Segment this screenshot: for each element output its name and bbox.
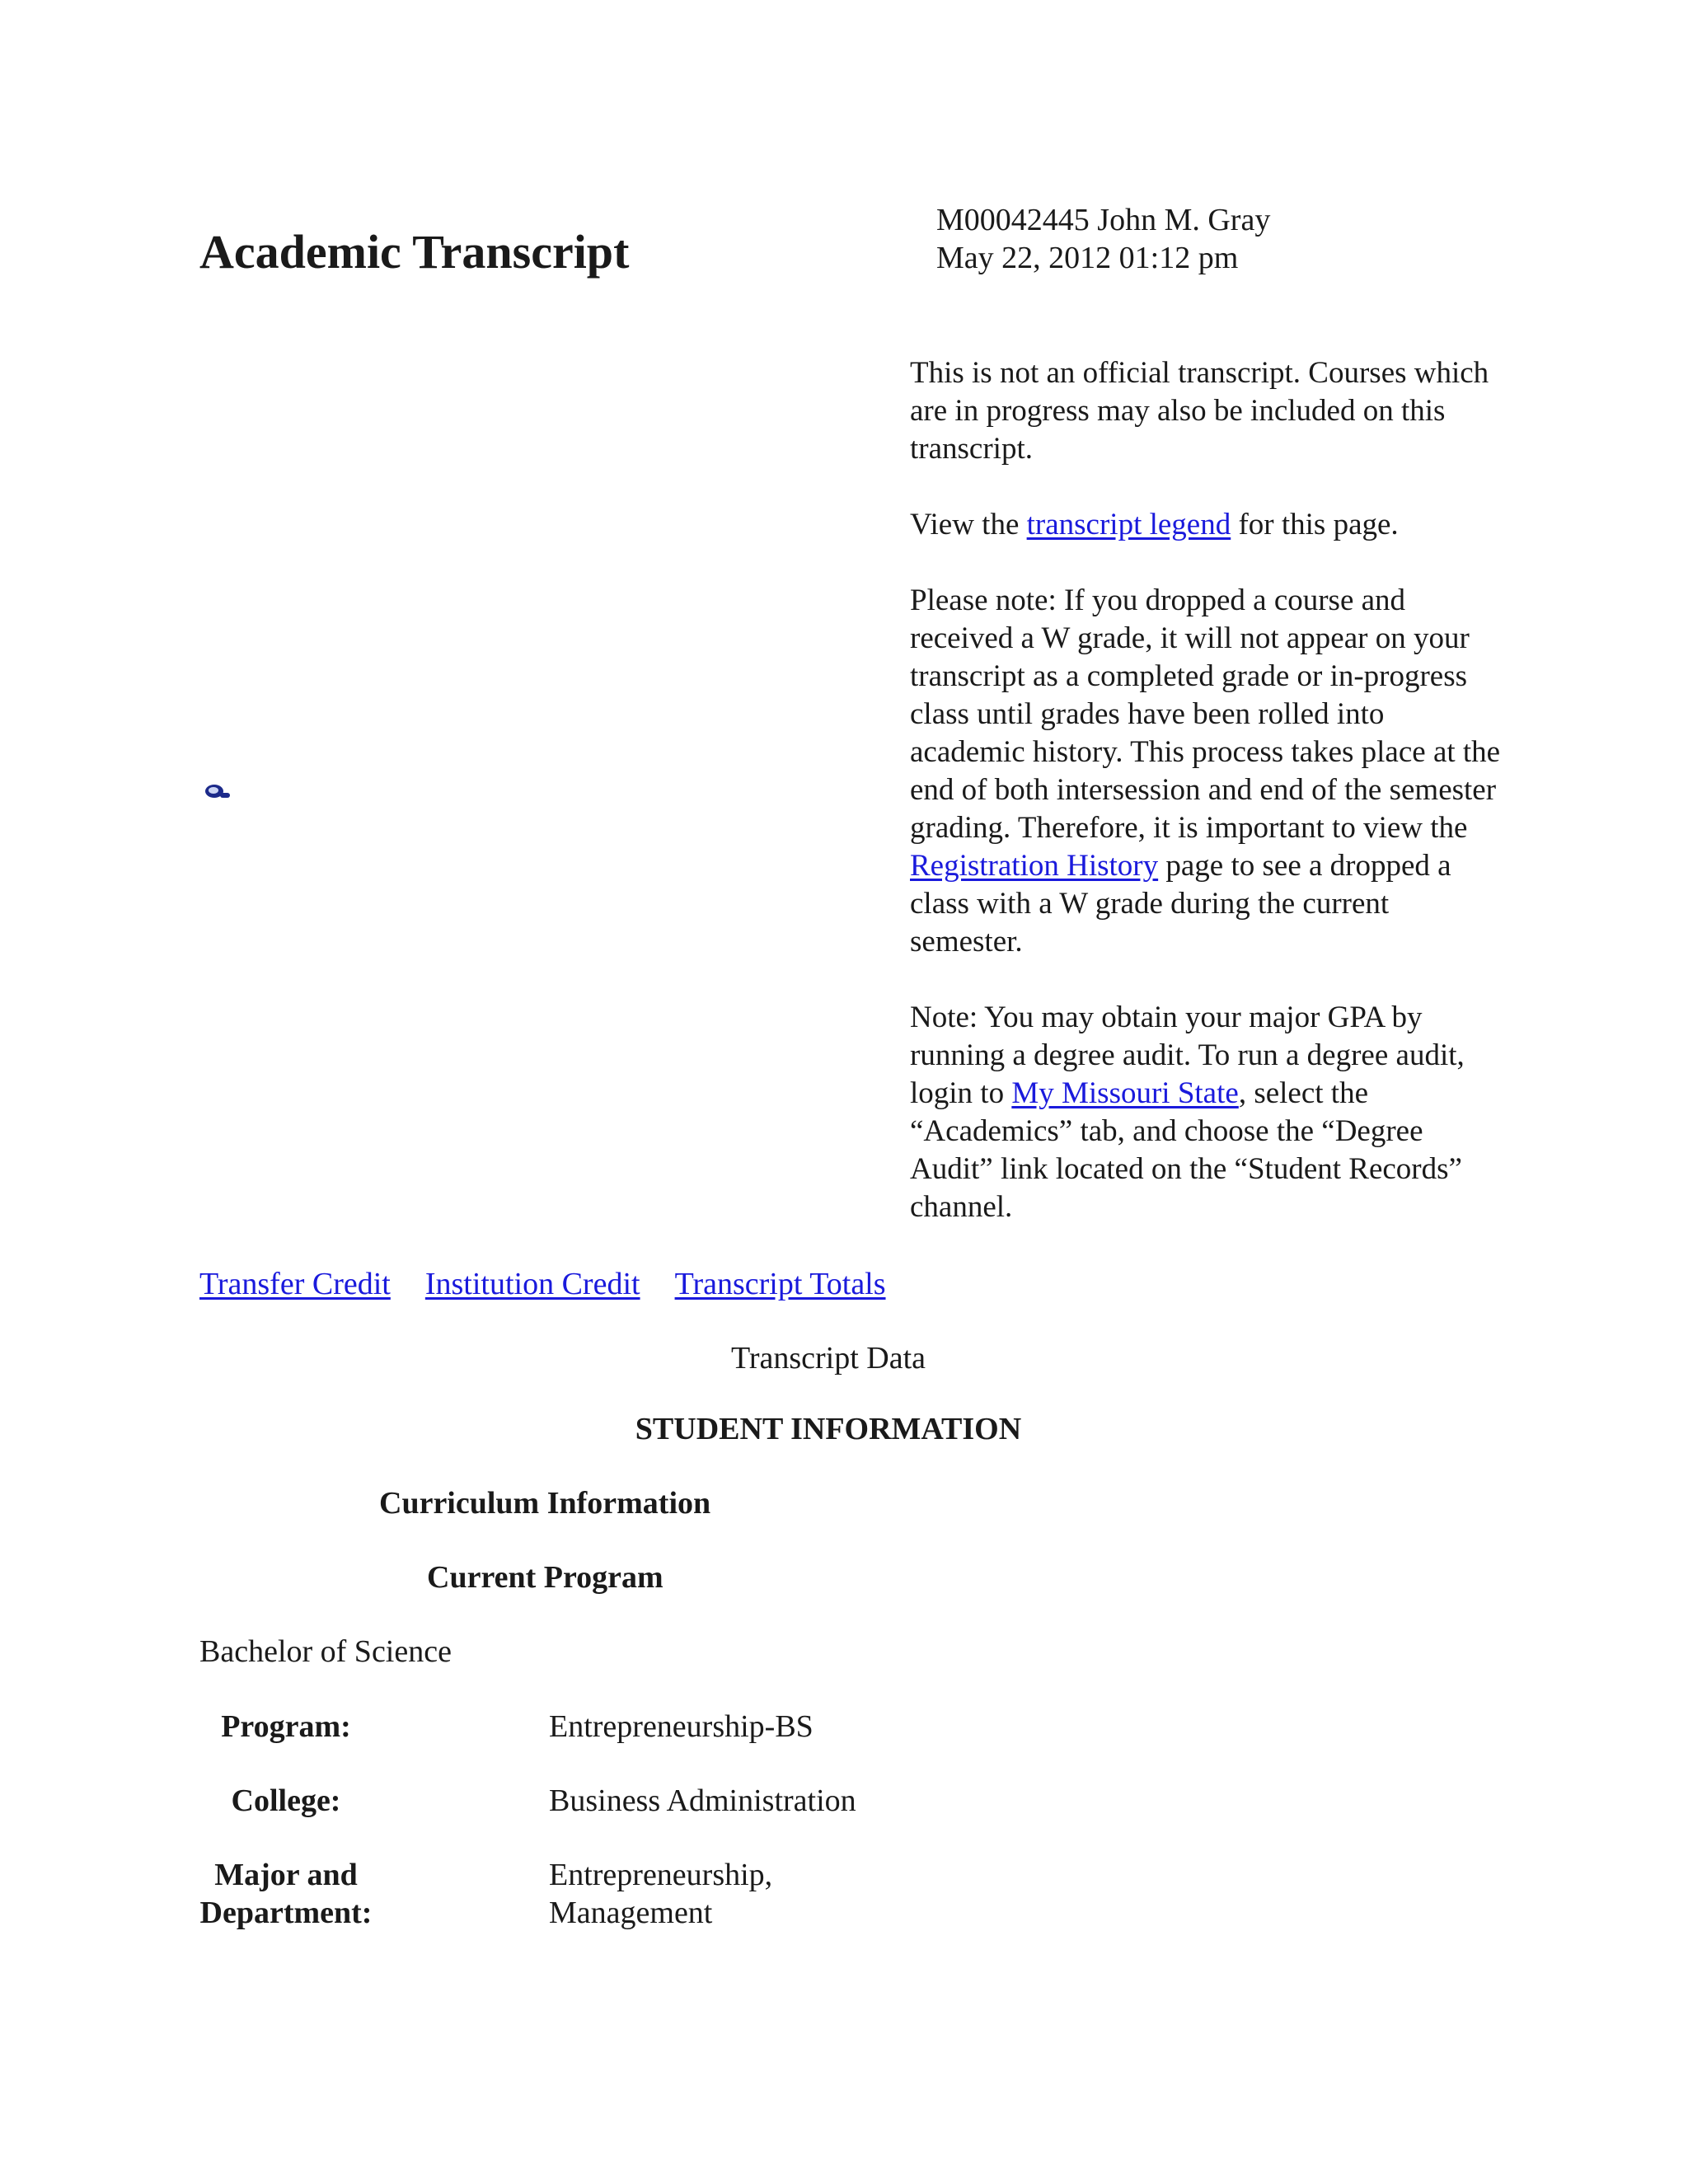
student-id-name: M00042445 John M. Gray [936, 203, 1271, 237]
institution-credit-link[interactable]: Institution Credit [424, 1267, 640, 1301]
transcript-data-heading: Transcript Data [730, 1341, 926, 1376]
program-label: Program: [221, 1709, 351, 1744]
official-notice: This is not an official transcript. Courses which are in progress may also be included on this transcript. [910, 356, 1489, 466]
college-label: College: [231, 1783, 341, 1818]
gpa-before: Note: You may obtain your major GPA by running a degree audit. To run a degree audit, login to [910, 1001, 1465, 1110]
magnifying-glass-icon[interactable] [203, 783, 231, 801]
student-information-heading: STUDENT INFORMATION [635, 1412, 1022, 1446]
curriculum-information-heading: Curriculum Information [379, 1486, 711, 1521]
degree-name: Bachelor of Science [199, 1634, 452, 1669]
transfer-credit-link[interactable]: Transfer Credit [199, 1267, 391, 1301]
gpa-after: , select the “Academics” tab, and choose the “Degree Audit” link located on the “Student Records” channel. [910, 1076, 1462, 1224]
current-program-heading: Current Program [427, 1560, 663, 1595]
major-label-line2: Department: [199, 1896, 373, 1930]
program-value: Entrepreneurship-BS [549, 1709, 814, 1744]
notes-panel [910, 354, 1503, 1226]
dropped-before: Please note: If you dropped a course and received a W grade, it will not appear on your transcript as a completed grade or in-progress class until grades have been rolled into academic history. This process takes place at the end of both intersession and end of the semester grading. Therefore, it is important to view the [910, 583, 1501, 845]
major-department-value [549, 1856, 978, 1932]
legend-prefix: View the [910, 508, 1027, 541]
gpa-notice [910, 999, 1503, 1226]
page-title: Academic Transcript [199, 225, 630, 279]
timestamp: May 22, 2012 01:12 pm [936, 241, 1239, 275]
my-missouri-state-link[interactable]: My Missouri State [1011, 1076, 1239, 1110]
registration-history-link[interactable]: Registration History [910, 849, 1159, 883]
transcript-nav [199, 1266, 921, 1302]
transcript-totals-link[interactable]: Transcript Totals [674, 1267, 886, 1301]
major-department-label [99, 1856, 473, 1932]
legend-suffix: for this page. [1231, 508, 1399, 541]
transcript-legend-link[interactable]: transcript legend [1026, 508, 1231, 541]
major-value-line2: Management [549, 1896, 713, 1930]
college-value: Business Administration [549, 1783, 856, 1818]
legend-notice [910, 506, 1503, 544]
dropped-course-notice [910, 582, 1503, 961]
major-label-line1: Major and [214, 1858, 358, 1892]
dropped-after: page to see a dropped a class with a W grade during the current semester. [910, 849, 1451, 958]
user-meta [936, 201, 1270, 277]
major-value-line1: Entrepreneurship, [549, 1858, 773, 1892]
